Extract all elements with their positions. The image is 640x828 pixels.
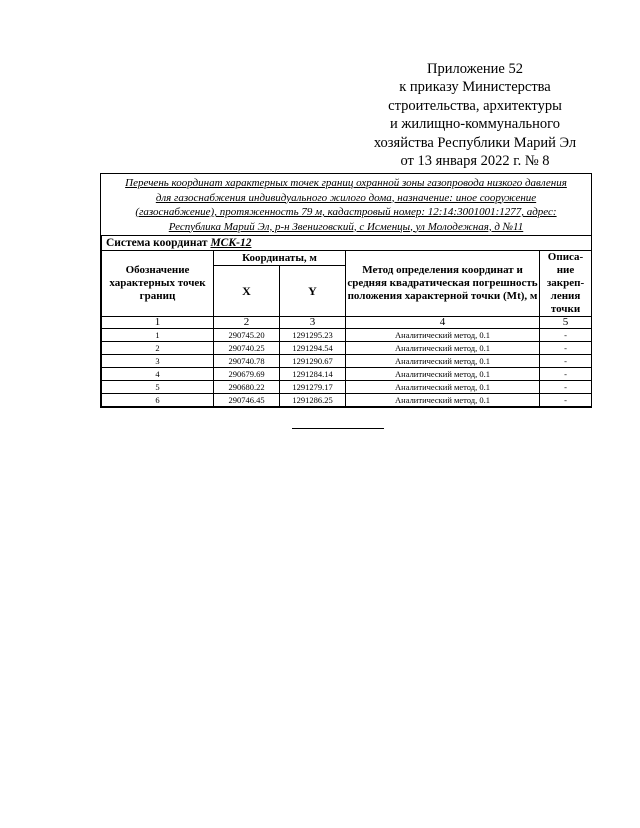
method-cell: Аналитический метод, 0.1 <box>346 329 540 342</box>
heading-line: Республика Марий Эл, р-н Звениговский, с Исменцы, ул Молодежная, д №11 <box>168 220 524 233</box>
x-coordinate: 290680.22 <box>214 381 280 394</box>
method-cell: Аналитический метод, 0.1 <box>346 381 540 394</box>
description-cell: - <box>540 368 592 381</box>
y-coordinate: 1291295.23 <box>280 329 346 342</box>
document-heading <box>101 174 591 235</box>
x-coordinate: 290740.78 <box>214 355 280 368</box>
description-cell: - <box>540 329 592 342</box>
appendix-line: хозяйства Республики Марий Эл <box>373 134 577 151</box>
header-description: Описа-ние закреп-ления точки <box>540 251 592 317</box>
appendix-line: и жилищно-коммунального <box>389 116 561 133</box>
method-cell: Аналитический метод, 0.1 <box>346 368 540 381</box>
coordinate-system-cell <box>102 236 592 251</box>
column-number: 4 <box>346 317 540 329</box>
coordinate-system-label: Система координат <box>106 237 208 249</box>
closing-rule <box>292 428 384 429</box>
description-cell: - <box>540 355 592 368</box>
point-number: 6 <box>102 394 214 407</box>
coordinate-system-value: МСК-12 <box>210 237 252 249</box>
table-row <box>102 355 592 368</box>
x-coordinate: 290740.25 <box>214 342 280 355</box>
y-coordinate: 1291290.67 <box>280 355 346 368</box>
column-number-row <box>102 317 592 329</box>
description-cell: - <box>540 394 592 407</box>
y-coordinate: 1291294.54 <box>280 342 346 355</box>
appendix-line: Приложение 52 <box>427 61 523 77</box>
header-row <box>102 251 592 266</box>
y-coordinate: 1291284.14 <box>280 368 346 381</box>
table-row <box>102 368 592 381</box>
x-coordinate: 290746.45 <box>214 394 280 407</box>
point-number: 1 <box>102 329 214 342</box>
appendix-line: от 13 января 2022 г. № 8 <box>400 153 550 170</box>
method-cell: Аналитический метод, 0.1 <box>346 355 540 368</box>
table-row <box>102 381 592 394</box>
description-cell: - <box>540 342 592 355</box>
heading-line: Перечень координат характерных точек границ охранной зоны газопровода низкого давления <box>125 177 567 189</box>
header-coordinates: Координаты, м <box>214 251 346 266</box>
coordinates-table <box>101 235 592 407</box>
point-number: 5 <box>102 381 214 394</box>
appendix-block <box>340 60 610 170</box>
point-number: 3 <box>102 355 214 368</box>
point-number: 4 <box>102 368 214 381</box>
header-x: X <box>214 266 280 317</box>
column-number: 5 <box>540 317 592 329</box>
appendix-line: к приказу Министерства <box>399 79 551 96</box>
table-row <box>102 394 592 407</box>
x-coordinate: 290679.69 <box>214 368 280 381</box>
heading-line: для газоснабжения индивидуального жилого дома, назначение: иное сооружение <box>155 191 537 204</box>
table-row <box>102 329 592 342</box>
y-coordinate: 1291279.17 <box>280 381 346 394</box>
header-method: Метод определения координат и средняя квадратическая погрешность положения характерной точки (Mt), м <box>346 251 540 317</box>
appendix-line: строительства, архитектуры <box>388 97 562 114</box>
table-row <box>102 342 592 355</box>
column-number: 1 <box>102 317 214 329</box>
coordinate-system-row <box>102 236 592 251</box>
x-coordinate: 290745.20 <box>214 329 280 342</box>
header-designation: Обозначение характерных точек границ <box>102 251 214 317</box>
column-number: 3 <box>280 317 346 329</box>
method-cell: Аналитический метод, 0.1 <box>346 394 540 407</box>
header-y: Y <box>280 266 346 317</box>
heading-line: (газоснабжение), протяженность 79 м, кадастровый номер: 12:14:3001001:1277, адрес: <box>135 206 557 218</box>
description-cell: - <box>540 381 592 394</box>
method-cell: Аналитический метод, 0.1 <box>346 342 540 355</box>
y-coordinate: 1291286.25 <box>280 394 346 407</box>
coordinates-document <box>100 173 592 408</box>
column-number: 2 <box>214 317 280 329</box>
point-number: 2 <box>102 342 214 355</box>
